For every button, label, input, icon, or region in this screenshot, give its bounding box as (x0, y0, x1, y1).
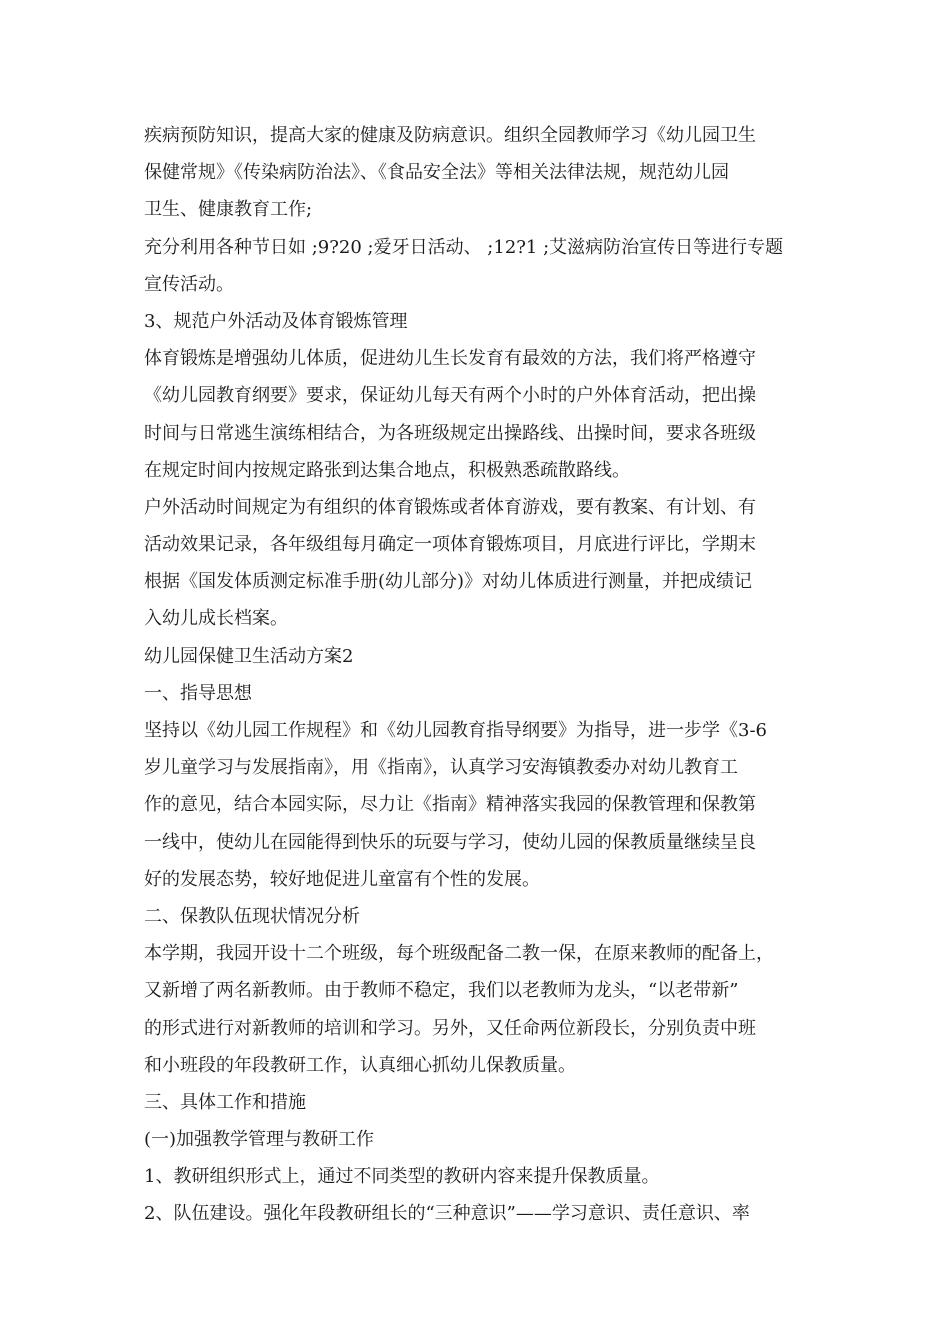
section-heading: 三、具体工作和措施 (144, 1091, 306, 1113)
document-body (144, 117, 824, 1233)
text-line: 充分利用各种节日如 ;9?20 ;爱牙日活动、 ;12?1 ;艾滋病防治宣传日等进行专题 (144, 236, 784, 258)
text-line: 好的发展态势，较好地促进儿童富有个性的发展。 (144, 868, 540, 890)
text-line: 宣传活动。 (144, 273, 234, 295)
text-line: 1、教研组织形式上，通过不同类型的教研内容来提升保教质量。 (144, 1166, 660, 1188)
text-line: 和小班段的年段教研工作，认真细心抓幼儿保教质量。 (144, 1054, 576, 1076)
text-line: 《幼儿园教育纲要》要求，保证幼儿每天有两个小时的户外体育活动，把出操 (144, 385, 756, 407)
text-line: 又新增了两名新教师。由于教师不稳定，我们以老教师为龙头，“以老带新” (144, 980, 739, 1002)
text-line: 保健常规》《传染病防治法》、《食品安全法》等相关法律法规，规范幼儿园 (144, 162, 729, 184)
subsection-heading: (一)加强教学管理与教研工作 (144, 1129, 375, 1151)
text-line: 时间与日常逃生演练相结合，为各班级规定出操路线、出操时间，要求各班级 (144, 422, 756, 444)
text-line: 卫生、健康教育工作; (144, 199, 313, 221)
text-line: 疾病预防知识，提高大家的健康及防病意识。组织全园教师学习《幼儿园卫生 (144, 125, 756, 146)
text-line: 户外活动时间规定为有组织的体育锻炼或者体育游戏，要有教案、有计划、有 (144, 496, 756, 518)
text-line: 坚持以《幼儿园工作规程》和《幼儿园教育指导纲要》为指导，进一步学《3-6 (144, 720, 767, 741)
section-heading: 一、指导思想 (144, 682, 252, 704)
text-line: 在规定时间内按规定路张到达集合地点，积极熟悉疏散路线。 (144, 459, 630, 481)
document-title: 幼儿园保健卫生活动方案2 (144, 645, 354, 667)
text-line: 本学期，我园开设十二个班级，每个班级配备二教一保，在原来教师的配备上， (144, 943, 774, 965)
text-line: 岁儿童学习与发展指南》，用《指南》，认真学习安海镇教委办对幼儿教育工 (144, 757, 738, 779)
text-line: 根据《国发体质测定标准手册(幼儿部分)》对幼儿体质进行测量，并把成绩记 (144, 571, 753, 593)
text-line: 2、队伍建设。强化年段教研组长的“三种意识”——学习意识、责任意识、率 (144, 1203, 750, 1225)
section-heading: 二、保教队伍现状情况分析 (144, 905, 360, 927)
text-line: 入幼儿成长档案。 (144, 608, 288, 630)
text-line: 体育锻炼是增强幼儿体质，促进幼儿生长发育有最效的方法，我们将严格遵守 (144, 348, 756, 370)
text-line: 一线中，使幼儿在园能得到快乐的玩耍与学习，使幼儿园的保教质量继续呈良 (144, 831, 756, 853)
text-line: 的形式进行对新教师的培训和学习。另外，又任命两位新段长，分别负责中班 (144, 1017, 756, 1039)
text-line: 作的意见，结合本园实际，尽力让《指南》精神落实我园的保教管理和保教第 (144, 794, 756, 816)
section-heading: 3、规范户外活动及体育锻炼管理 (144, 310, 408, 332)
text-line: 活动效果记录，各年级组每月确定一项体育锻炼项目，月底进行评比，学期末 (144, 534, 756, 556)
